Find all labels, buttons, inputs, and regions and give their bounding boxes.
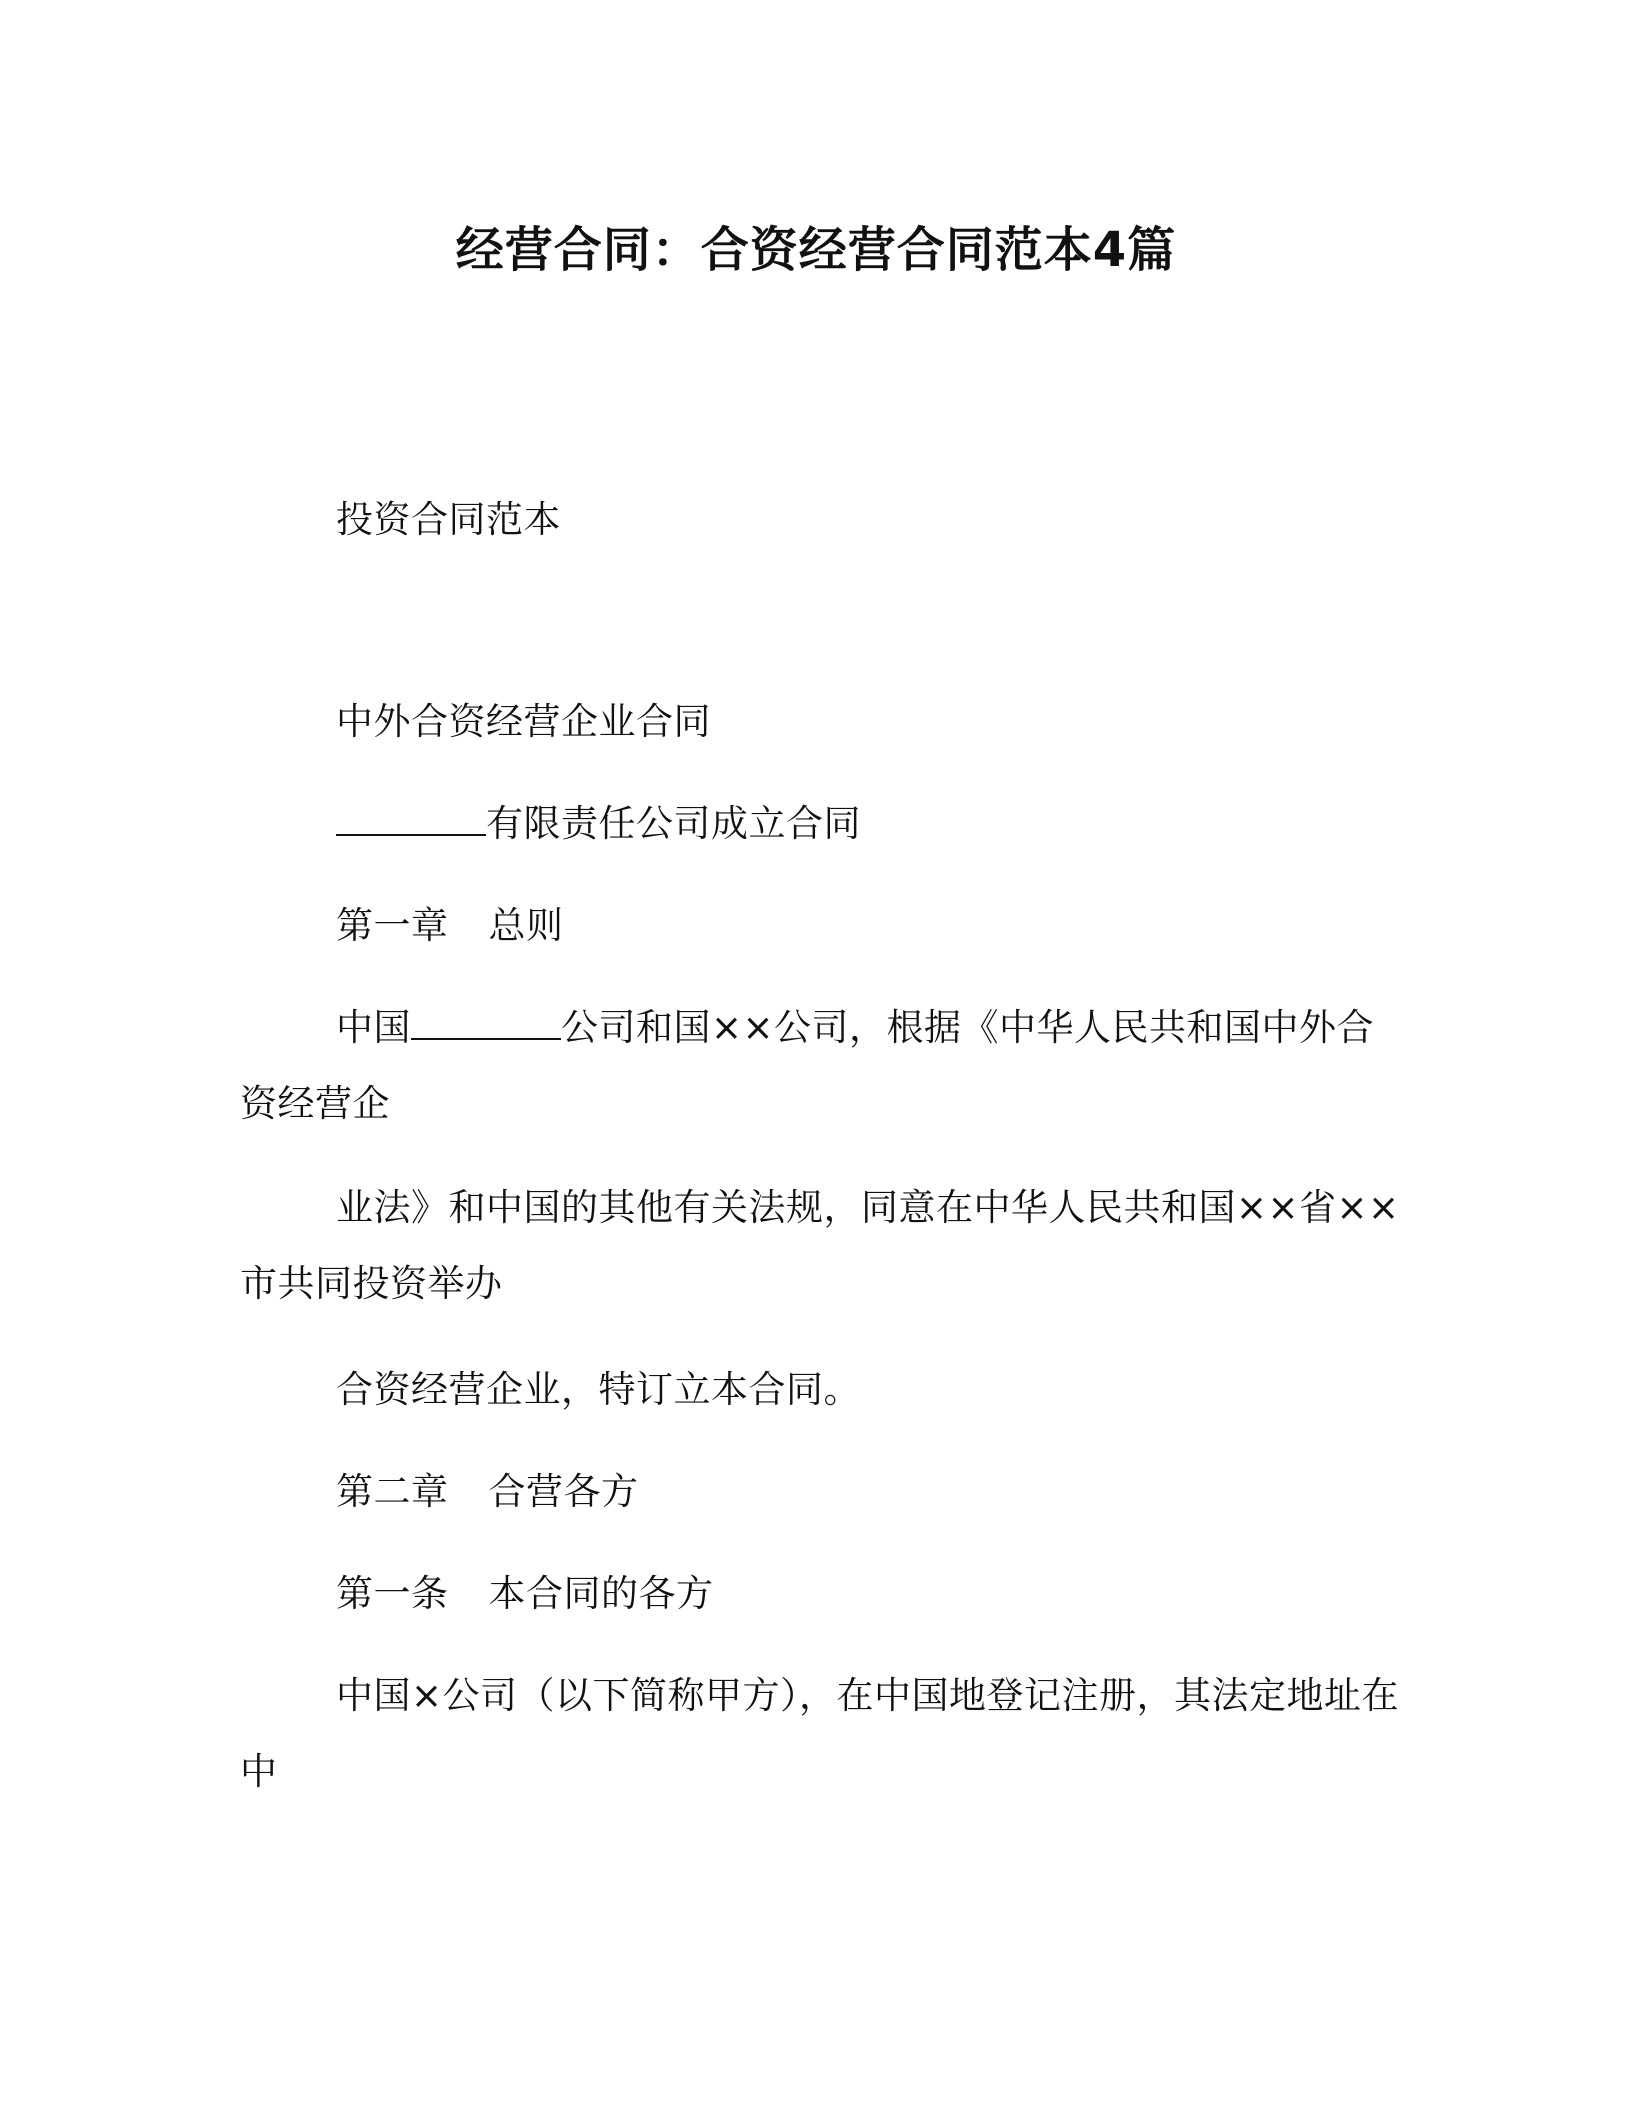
chapter-two-number: 第二章 xyxy=(336,1470,449,1513)
article-one-number: 第一条 xyxy=(336,1572,449,1615)
paragraph-legal-basis: 业法》和中国的其他有关法规，同意在中华人民共和国××省××市共同投资举办 xyxy=(240,1186,1400,1305)
paragraph-company-formation xyxy=(240,786,1400,862)
fill-in-blank xyxy=(411,1010,561,1040)
fill-in-blank xyxy=(336,806,486,836)
chapter-one-number: 第一章 xyxy=(336,904,449,947)
company-formation-text: 有限责任公司成立合同 xyxy=(486,802,861,845)
document-title: 经营合同：合资经营合同范本4篇 xyxy=(455,222,1177,278)
paragraph-investment-contract: 投资合同范本 xyxy=(336,498,561,541)
chapter-two-title: 合营各方 xyxy=(488,1470,639,1513)
parties-intro-start: 中国 xyxy=(336,1006,411,1049)
article-one-title: 本合同的各方 xyxy=(488,1572,714,1615)
chapter-one-heading xyxy=(240,888,1400,964)
paragraph-party-a: 中国×公司（以下简称甲方），在中国地登记注册，其法定地址在中 xyxy=(240,1674,1400,1793)
parties-intro-rest: 公司和国××公司，根据《中华人民共和国中外合资经营企 xyxy=(240,1006,1375,1125)
chapter-one-title: 总则 xyxy=(488,904,564,947)
chapter-two-heading xyxy=(240,1454,1400,1530)
paragraph-joint-venture-contract: 中外合资经营企业合同 xyxy=(336,700,711,743)
paragraph-parties-intro xyxy=(240,990,1400,1142)
paragraph-contract-purpose: 合资经营企业，特订立本合同。 xyxy=(336,1368,861,1411)
article-one-heading xyxy=(240,1556,1400,1632)
